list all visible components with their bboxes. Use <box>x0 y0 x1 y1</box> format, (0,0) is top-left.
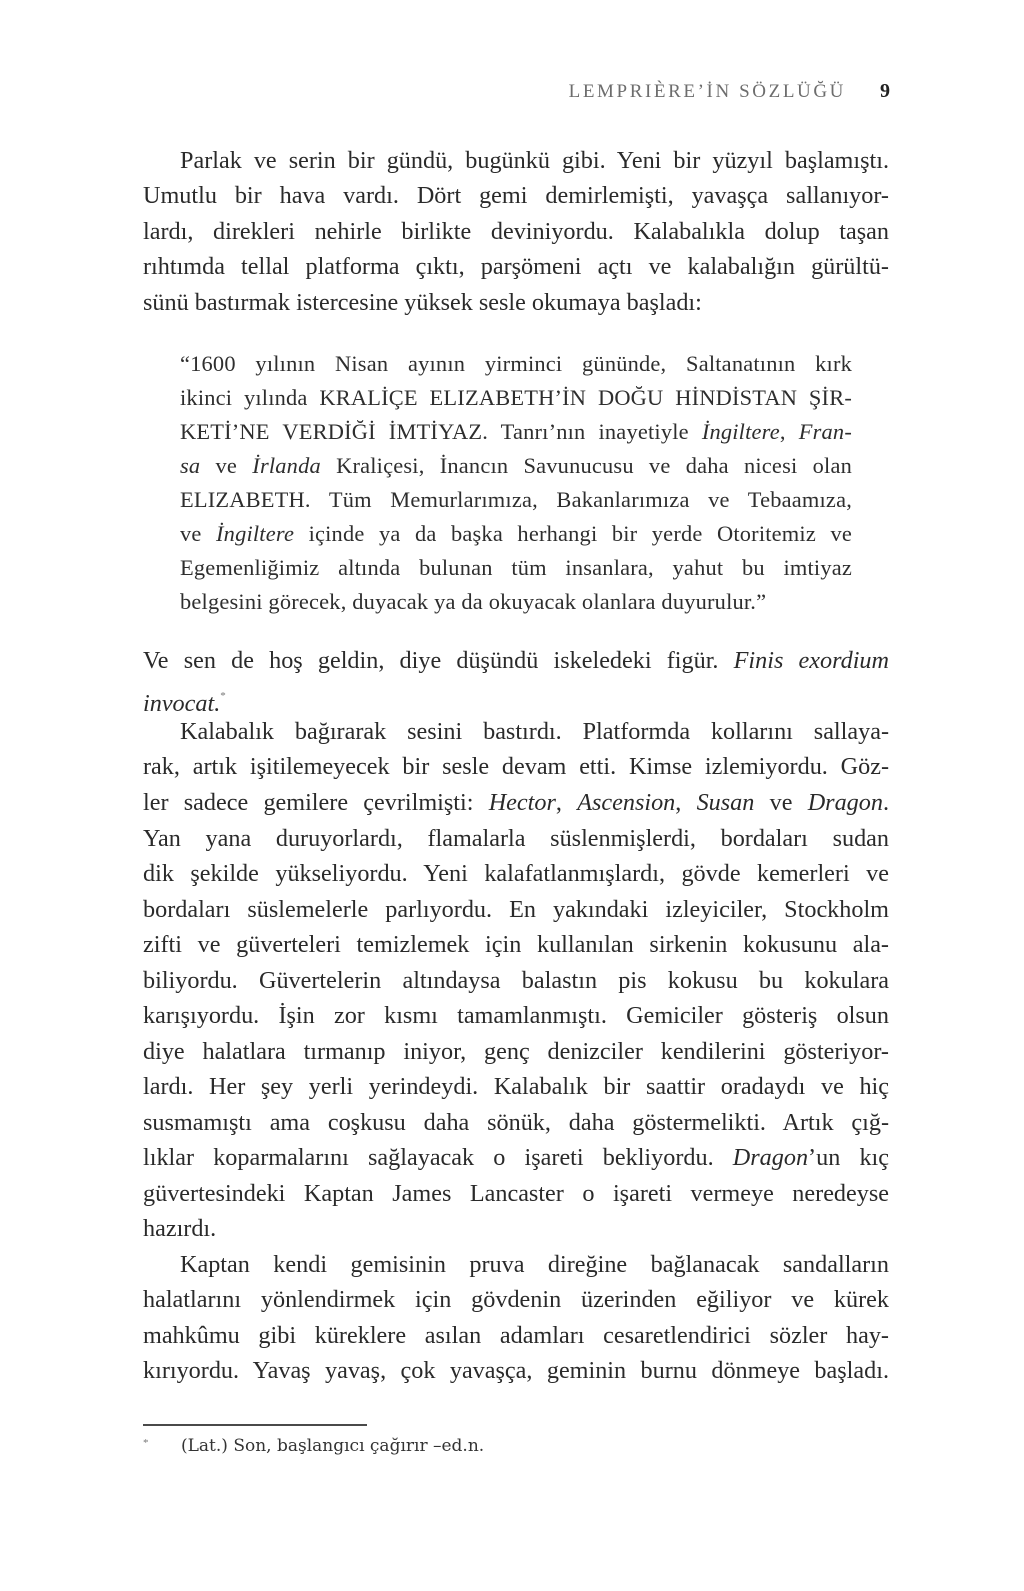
text-run: lıklar koparmalarını sağlayacak o işareti bekliyordu. <box>143 1144 733 1171</box>
italic-place-name: İngiltere <box>216 521 295 546</box>
text-run: ’un kıç <box>808 1144 889 1171</box>
text-run: . <box>882 789 889 816</box>
text-line: biliyordu. Güvertelerin altındaysa balastın pis kokusu bu kokulara <box>143 967 889 994</box>
quote-line: ikinci yılında KRALİÇE ELIZABETH’İN DOĞU HİNDİSTAN ŞİR- <box>180 385 852 410</box>
text-line: güvertesindeki Kaptan James Lancaster o işareti vermeye neredeyse <box>143 1180 889 1207</box>
italic-place-name: İngiltere <box>701 419 780 444</box>
text-line: bordaları süslemelerle parlıyordu. En yakındaki izleyiciler, Stockholm <box>143 896 889 923</box>
text-run: Ve sen de hoş geldin, diye düşündü iskeledeki figür. <box>143 647 734 674</box>
text-line <box>143 1143 889 1173</box>
italic-ship-name: Ascension <box>577 789 676 816</box>
text-run: ve <box>754 789 808 816</box>
running-title: LEMPRIÈRE’İN SÖZLÜĞÜ <box>568 81 846 102</box>
italic-ship-name: Hector <box>488 789 556 816</box>
italic-place-name: Fran- <box>798 419 852 444</box>
footnote-divider <box>143 1424 367 1426</box>
text-line: susmamıştı ama coşkusu daha sönük, daha göstermelikti. Artık çığ- <box>143 1109 889 1136</box>
italic-place-name: sa <box>180 453 201 478</box>
text-line: Parlak ve serin bir gündü, bugünkü gibi. Yeni bir yüzyıl başlamıştı. <box>180 147 889 174</box>
footnote-marker: * <box>143 1437 149 1449</box>
quote-line <box>180 452 852 480</box>
text-line: zifti ve güverteleri temizlemek için kullanılan sirkenin kokusunu ala- <box>143 931 889 958</box>
quote-line: ELIZABETH. Tüm Memurlarımıza, Bakanlarımıza ve Tebaamıza, <box>180 487 852 512</box>
italic-latin-phrase: Finis exordium <box>733 647 889 674</box>
text-line: Kaptan kendi gemisinin pruva direğine bağlanacak sandalların <box>180 1251 889 1278</box>
text-line: lardı. Her şey yerli yerindeydi. Kalabalık bir saattir oradaydı ve hiç <box>143 1073 889 1100</box>
page-number: 9 <box>880 80 890 102</box>
italic-ship-name: Dragon <box>732 1144 809 1171</box>
italic-latin-phrase: invocat. <box>143 690 221 717</box>
italic-ship-name: Susan <box>696 789 755 816</box>
text-line: karışıyordu. İşin zor kısmı tamamlanmıştı. Gemiciler gösteriş olsun <box>143 1002 889 1029</box>
text-line: rıhtımda tellal platforma çıktı, parşömeni açtı ve kalabalığın gürültü- <box>143 253 889 280</box>
text-line: rak, artık işitilemeyecek bir sesle devam etti. Kimse izlemiyordu. Göz- <box>143 753 889 780</box>
text-line: hazırdı. <box>143 1215 217 1242</box>
quote-line: “1600 yılının Nisan ayının yirminci gününde, Saltanatının kırk <box>180 351 852 376</box>
quote-line <box>180 520 852 548</box>
text-line: lardı, direkleri nehirle birlikte deviniyordu. Kalabalıkla dolup taşan <box>143 218 889 245</box>
text-line: Umutlu bir hava vardı. Dört gemi demirlemişti, yavaşça sallanıyor- <box>143 182 889 209</box>
footnote-reference[interactable]: * <box>220 690 226 702</box>
text-run: KETİ’NE VERDİĞİ İMTİYAZ. Tanrı’nın inayetiyle <box>180 419 702 444</box>
text-run: ve <box>200 453 253 478</box>
text-line: diye halatlara tırmanıp iniyor, genç denizciler kendilerini gösteriyor- <box>143 1038 889 1065</box>
text-run: Kraliçesi, İnancın Savunucusu ve daha nicesi olan <box>320 453 852 478</box>
text-line: sünü bastırmak istercesine yüksek sesle okumaya başladı: <box>143 289 702 316</box>
italic-place-name: İrlanda <box>252 453 321 478</box>
text-run: , <box>555 789 578 816</box>
text-line: mahkûmu gibi küreklere asılan adamları cesaretlendirici sözler hay- <box>143 1322 889 1349</box>
text-run: içinde ya da başka herhangi bir yerde Otoritemiz ve <box>294 521 852 546</box>
italic-ship-name: Dragon <box>807 789 883 816</box>
text-line: halatlarını yönlendirmek için gövdenin üzerinden eğiliyor ve kürek <box>143 1286 889 1313</box>
text-line: Kalabalık bağırarak sesini bastırdı. Platformda kollarını sallaya- <box>180 718 889 745</box>
quote-line: Egemenliğimiz altında bulunan tüm insanlara, yahut bu imtiyaz <box>180 555 852 580</box>
text-line: Yan yana duruyorlardı, flamalarla süslenmişlerdi, bordaları sudan <box>143 825 889 852</box>
text-run: ler sadece gemilere çevrilmişti: <box>143 789 489 816</box>
text-line <box>143 681 889 719</box>
running-header <box>500 80 890 103</box>
quote-line <box>180 418 852 446</box>
footnote-text: (Lat.) Son, başlangıcı çağırır –ed.n. <box>181 1436 485 1456</box>
text-line: dik şekilde yükseliyordu. Yeni kalafatlanmışlardı, gövde kemerleri ve <box>143 860 889 887</box>
text-line <box>143 788 889 818</box>
text-line: kırıyordu. Yavaş yavaş, çok yavaşça, geminin burnu dönmeye başladı. <box>143 1357 889 1384</box>
text-line <box>143 646 889 676</box>
text-run: ve <box>180 521 217 546</box>
text-run: , <box>779 419 799 444</box>
text-run: , <box>675 789 697 816</box>
quote-line: belgesini görecek, duyacak ya da okuyacak olanlara duyurulur.” <box>180 589 767 614</box>
